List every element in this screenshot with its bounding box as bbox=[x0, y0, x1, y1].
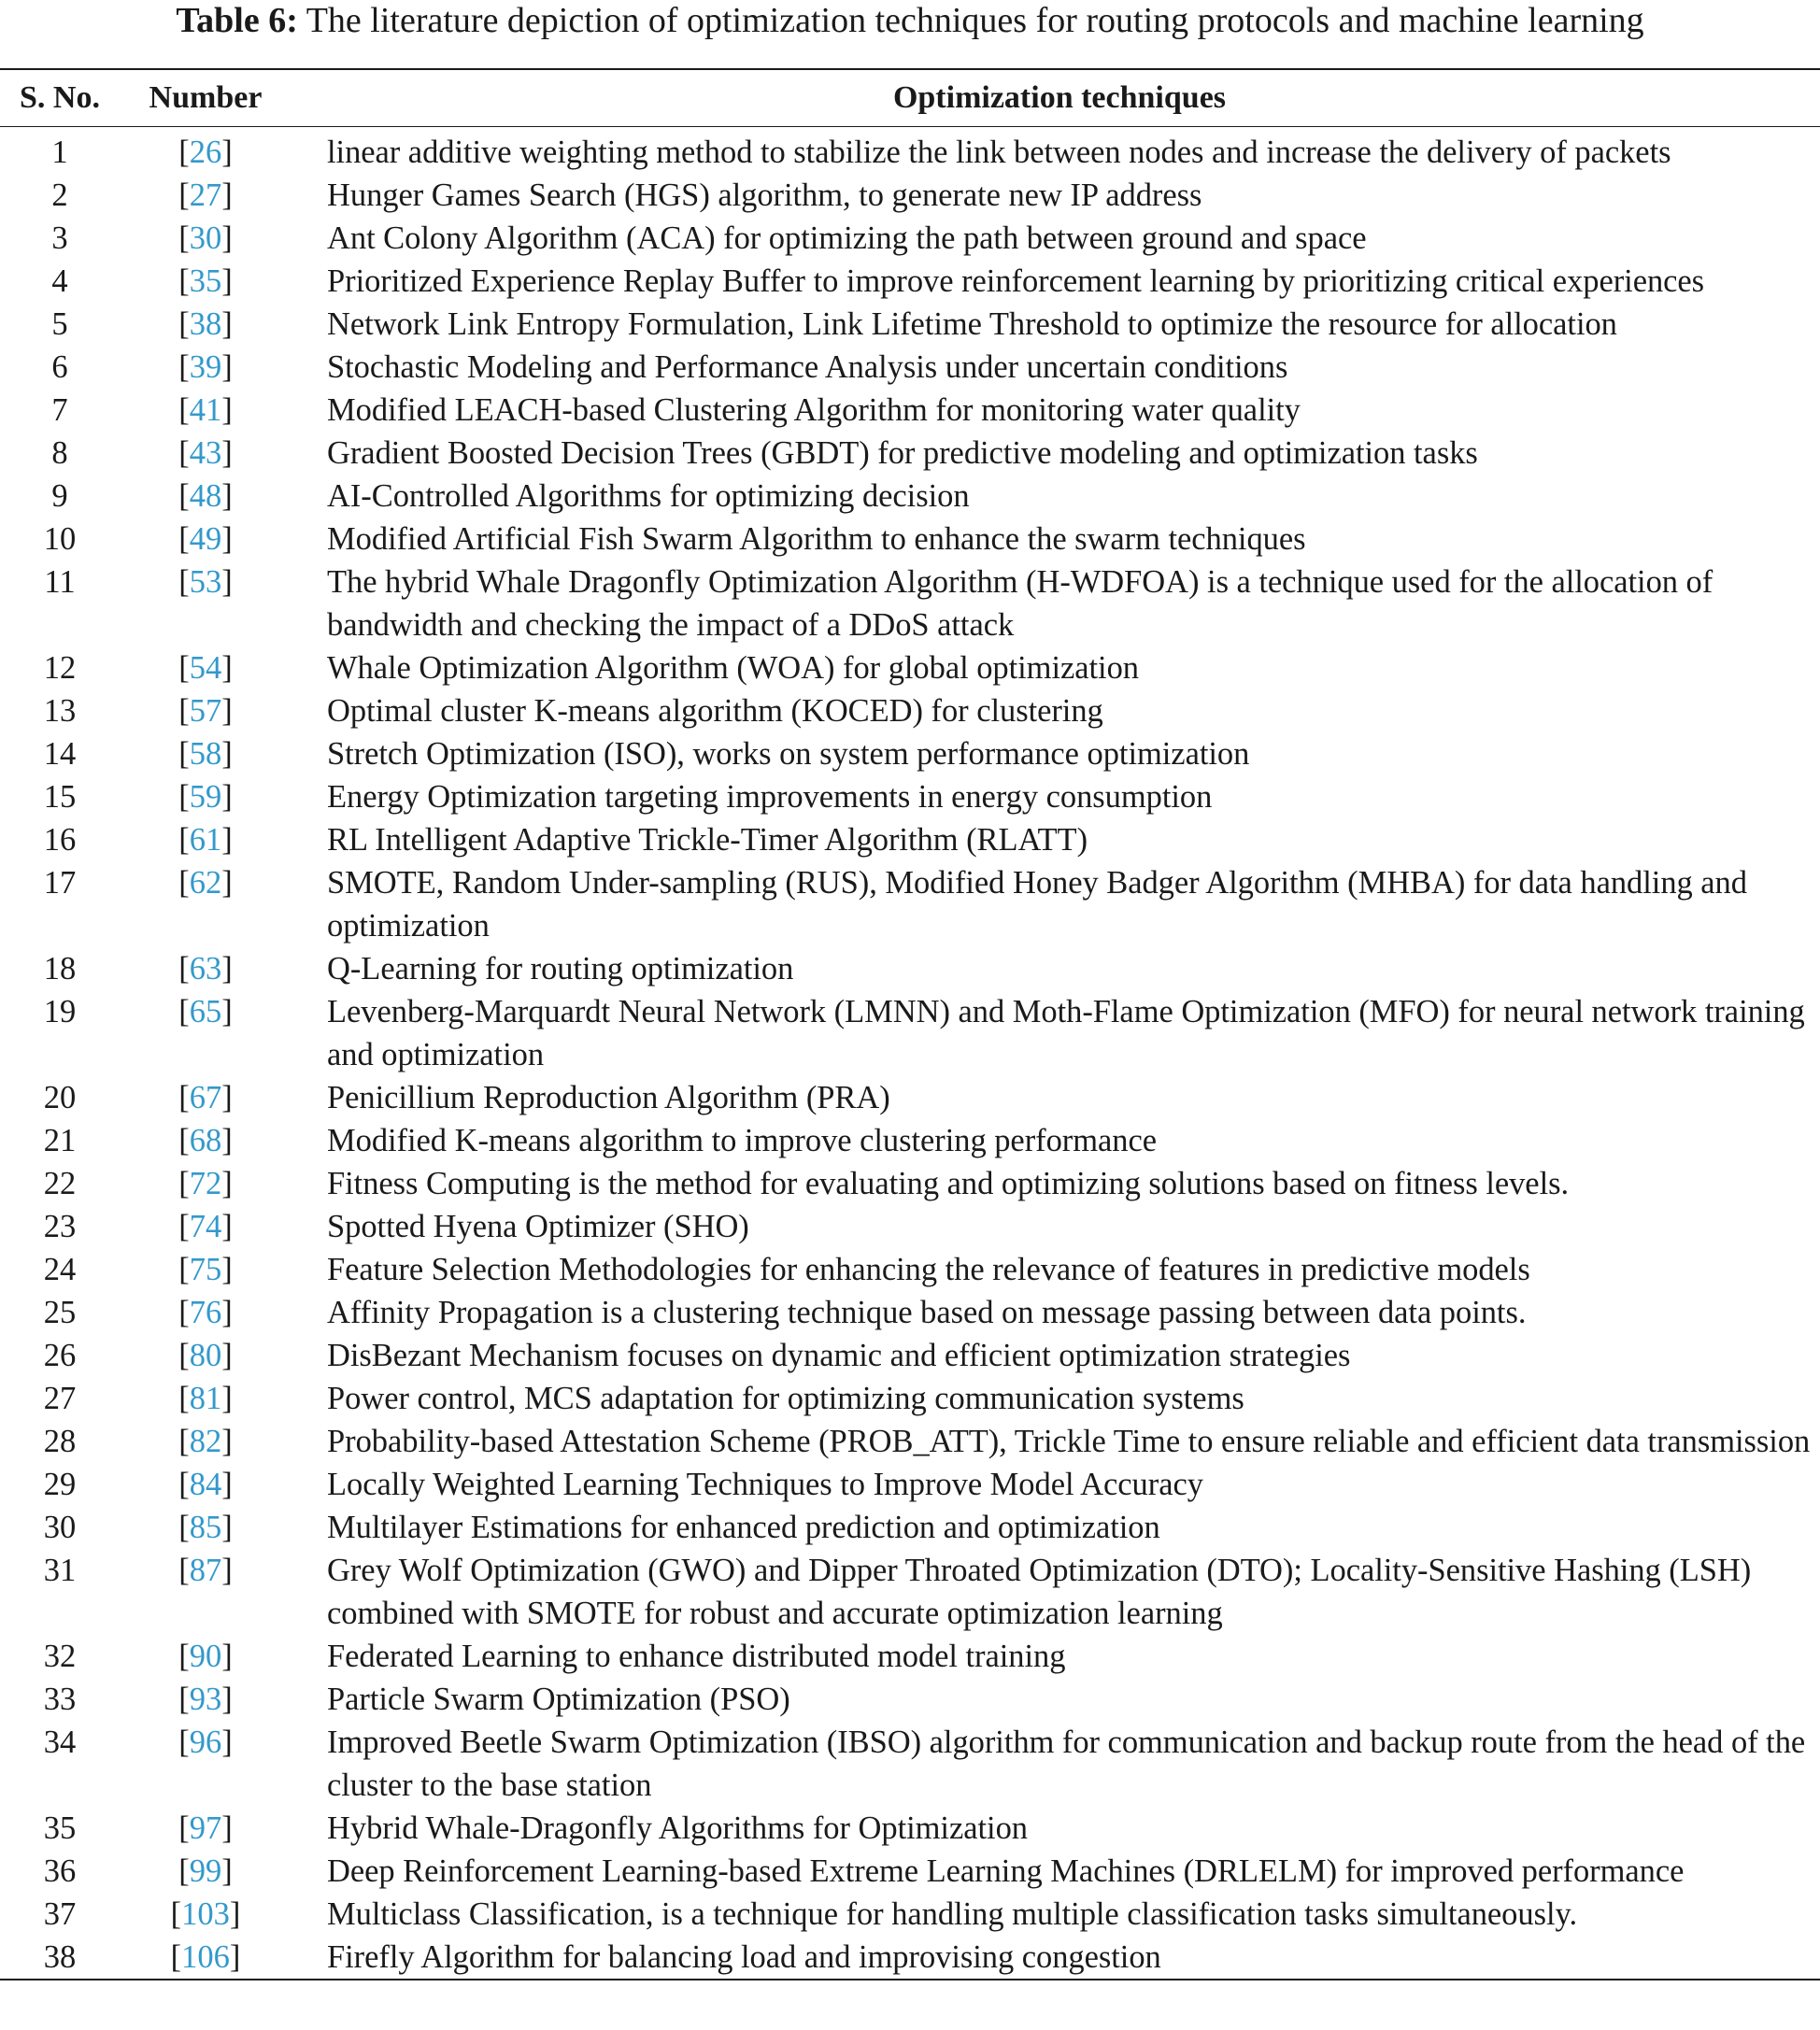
table-row bbox=[0, 518, 1820, 561]
reference-link[interactable]: 74 bbox=[189, 1209, 222, 1244]
row-sno: 26 bbox=[43, 1338, 77, 1373]
row-sno: 20 bbox=[43, 1080, 77, 1115]
row-technique: Levenberg-Marquardt Neural Network (LMNN) and Moth-Flame Optimization (MFO) for neural network training and optimization bbox=[327, 994, 1805, 1072]
table-row bbox=[0, 1076, 1820, 1119]
row-reference: [84] bbox=[178, 1467, 233, 1502]
table-row bbox=[0, 1506, 1820, 1549]
table-row bbox=[0, 475, 1820, 518]
row-reference: [106] bbox=[170, 1939, 241, 1975]
table-row bbox=[0, 1936, 1820, 1979]
table-row bbox=[0, 1119, 1820, 1162]
row-sno: 5 bbox=[51, 306, 68, 342]
reference-link[interactable]: 59 bbox=[189, 779, 222, 815]
table-row bbox=[0, 990, 1820, 1076]
row-technique: Energy Optimization targeting improvements in energy consumption bbox=[327, 779, 1213, 815]
row-reference: [59] bbox=[178, 779, 233, 815]
row-technique: Spotted Hyena Optimizer (SHO) bbox=[327, 1209, 749, 1244]
row-technique: Ant Colony Algorithm (ACA) for optimizing the path between ground and space bbox=[327, 220, 1367, 256]
table-row bbox=[0, 1377, 1820, 1420]
reference-link[interactable]: 39 bbox=[189, 349, 222, 385]
reference-link[interactable]: 103 bbox=[181, 1896, 230, 1932]
reference-link[interactable]: 90 bbox=[189, 1639, 222, 1674]
row-sno: 10 bbox=[43, 521, 77, 557]
reference-link[interactable]: 26 bbox=[189, 135, 222, 170]
row-technique: Affinity Propagation is a clustering technique based on message passing between data points. bbox=[327, 1295, 1527, 1330]
row-technique: Particle Swarm Optimization (PSO) bbox=[327, 1682, 790, 1717]
row-reference: [75] bbox=[178, 1252, 233, 1287]
row-sno: 7 bbox=[51, 392, 68, 428]
table-row bbox=[0, 432, 1820, 475]
row-sno: 36 bbox=[43, 1853, 77, 1889]
reference-link[interactable]: 57 bbox=[189, 693, 222, 729]
reference-link[interactable]: 99 bbox=[189, 1853, 222, 1889]
reference-link[interactable]: 87 bbox=[189, 1553, 222, 1588]
row-reference: [67] bbox=[178, 1080, 233, 1115]
row-reference: [93] bbox=[178, 1682, 233, 1717]
row-technique: AI-Controlled Algorithms for optimizing decision bbox=[327, 478, 970, 514]
reference-link[interactable]: 106 bbox=[181, 1939, 230, 1975]
row-technique: Grey Wolf Optimization (GWO) and Dipper Throated Optimization (DTO); Locality-Sensitive Hashing (LSH) combined with SMOTE for robust and accurate optimization learning bbox=[327, 1553, 1752, 1631]
row-reference: [65] bbox=[178, 994, 233, 1029]
table-row bbox=[0, 1635, 1820, 1678]
table-row bbox=[0, 1893, 1820, 1936]
row-sno: 17 bbox=[43, 865, 77, 901]
row-technique: Hunger Games Search (HGS) algorithm, to generate new IP address bbox=[327, 177, 1202, 213]
reference-link[interactable]: 85 bbox=[189, 1510, 222, 1545]
row-technique: Modified K-means algorithm to improve clustering performance bbox=[327, 1123, 1157, 1158]
header-techniques: Optimization techniques bbox=[892, 80, 1227, 115]
row-sno: 37 bbox=[43, 1896, 77, 1932]
row-sno: 23 bbox=[43, 1209, 77, 1244]
row-technique: Optimal cluster K-means algorithm (KOCED) for clustering bbox=[327, 693, 1103, 729]
row-sno: 32 bbox=[43, 1639, 77, 1674]
row-technique: Federated Learning to enhance distributed model training bbox=[327, 1639, 1066, 1674]
caption-text: The literature depiction of optimization techniques for routing protocols and machine learning bbox=[306, 1, 1644, 40]
reference-link[interactable]: 35 bbox=[189, 263, 222, 299]
table-row bbox=[0, 217, 1820, 260]
row-sno: 27 bbox=[43, 1381, 77, 1416]
row-sno: 33 bbox=[43, 1682, 77, 1717]
table-row bbox=[0, 1678, 1820, 1721]
row-technique: Feature Selection Methodologies for enhancing the relevance of features in predictive models bbox=[327, 1252, 1530, 1287]
row-sno: 18 bbox=[43, 951, 77, 987]
row-technique: Deep Reinforcement Learning-based Extreme Learning Machines (DRLELM) for improved performance bbox=[327, 1853, 1685, 1889]
row-technique: Prioritized Experience Replay Buffer to improve reinforcement learning by prioritizing critical experiences bbox=[327, 263, 1705, 299]
row-technique: SMOTE, Random Under-sampling (RUS), Modified Honey Badger Algorithm (MHBA) for data handling and optimization bbox=[327, 865, 1747, 944]
table-row bbox=[0, 1721, 1820, 1807]
table-row bbox=[0, 1807, 1820, 1850]
row-sno: 29 bbox=[43, 1467, 77, 1502]
table-caption bbox=[0, 0, 1820, 41]
row-reference: [87] bbox=[178, 1553, 233, 1588]
row-technique: Firefly Algorithm for balancing load and improvising congestion bbox=[327, 1939, 1161, 1975]
table-row bbox=[0, 818, 1820, 861]
row-technique: Power control, MCS adaptation for optimizing communication systems bbox=[327, 1381, 1244, 1416]
row-reference: [96] bbox=[178, 1725, 233, 1760]
row-reference: [72] bbox=[178, 1166, 233, 1201]
reference-link[interactable]: 62 bbox=[189, 865, 222, 901]
table-header-row bbox=[0, 70, 1820, 126]
row-technique: The hybrid Whale Dragonfly Optimization Algorithm (H-WDFOA) is a technique used for the allocation of bandwidth and checking the impact of a DDoS attack bbox=[327, 564, 1713, 643]
row-reference: [41] bbox=[178, 392, 233, 428]
row-sno: 11 bbox=[44, 564, 76, 600]
row-reference: [48] bbox=[178, 478, 233, 514]
reference-link[interactable]: 41 bbox=[189, 392, 222, 428]
row-reference: [81] bbox=[178, 1381, 233, 1416]
table-row bbox=[0, 732, 1820, 775]
row-sno: 24 bbox=[43, 1252, 77, 1287]
reference-link[interactable]: 48 bbox=[189, 478, 222, 514]
reference-link[interactable]: 65 bbox=[189, 994, 222, 1029]
row-sno: 38 bbox=[43, 1939, 77, 1975]
row-sno: 35 bbox=[43, 1810, 77, 1846]
table-row bbox=[0, 561, 1820, 646]
table-body bbox=[0, 127, 1820, 1979]
table-row bbox=[0, 1248, 1820, 1291]
row-reference: [85] bbox=[178, 1510, 233, 1545]
row-technique: Stochastic Modeling and Performance Analysis under uncertain conditions bbox=[327, 349, 1288, 385]
row-reference: [97] bbox=[178, 1810, 233, 1846]
row-sno: 9 bbox=[51, 478, 68, 514]
reference-link[interactable]: 53 bbox=[189, 564, 222, 600]
table-row bbox=[0, 646, 1820, 689]
table-row bbox=[0, 389, 1820, 432]
row-sno: 6 bbox=[51, 349, 68, 385]
reference-link[interactable]: 72 bbox=[189, 1166, 222, 1201]
row-reference: [82] bbox=[178, 1424, 233, 1459]
reference-link[interactable]: 58 bbox=[189, 736, 222, 772]
reference-link[interactable]: 61 bbox=[189, 822, 222, 858]
row-sno: 16 bbox=[43, 822, 77, 858]
row-sno: 15 bbox=[43, 779, 77, 815]
row-reference: [35] bbox=[178, 263, 233, 299]
row-technique: Modified LEACH-based Clustering Algorithm for monitoring water quality bbox=[327, 392, 1301, 428]
row-technique: RL Intelligent Adaptive Trickle-Timer Algorithm (RLATT) bbox=[327, 822, 1088, 858]
reference-link[interactable]: 81 bbox=[189, 1381, 222, 1416]
row-technique: Gradient Boosted Decision Trees (GBDT) for predictive modeling and optimization tasks bbox=[327, 435, 1478, 471]
row-reference: [62] bbox=[178, 865, 233, 901]
row-sno: 14 bbox=[43, 736, 77, 772]
row-sno: 28 bbox=[43, 1424, 77, 1459]
row-technique: Locally Weighted Learning Techniques to Improve Model Accuracy bbox=[327, 1467, 1203, 1502]
row-reference: [76] bbox=[178, 1295, 233, 1330]
optimization-techniques-table bbox=[0, 68, 1820, 1980]
table-row bbox=[0, 1334, 1820, 1377]
row-sno: 19 bbox=[43, 994, 77, 1029]
header-number: Number bbox=[149, 80, 263, 115]
reference-link[interactable]: 84 bbox=[189, 1467, 222, 1502]
table-row bbox=[0, 1420, 1820, 1463]
caption-label: Table 6: bbox=[176, 1, 298, 40]
row-technique: DisBezant Mechanism focuses on dynamic and efficient optimization strategies bbox=[327, 1338, 1351, 1373]
row-reference: [61] bbox=[178, 822, 233, 858]
row-technique: Modified Artificial Fish Swarm Algorithm to enhance the swarm techniques bbox=[327, 521, 1306, 557]
row-sno: 2 bbox=[51, 177, 68, 213]
table-row bbox=[0, 127, 1820, 174]
row-sno: 34 bbox=[43, 1725, 77, 1760]
reference-link[interactable]: 54 bbox=[189, 650, 222, 686]
row-sno: 30 bbox=[43, 1510, 77, 1545]
row-technique: Penicillium Reproduction Algorithm (PRA) bbox=[327, 1080, 890, 1115]
row-technique: Stretch Optimization (ISO), works on system performance optimization bbox=[327, 736, 1250, 772]
reference-link[interactable]: 67 bbox=[189, 1080, 222, 1115]
reference-link[interactable]: 43 bbox=[189, 435, 222, 471]
row-sno: 22 bbox=[43, 1166, 77, 1201]
row-reference: [90] bbox=[178, 1639, 233, 1674]
row-reference: [103] bbox=[170, 1896, 241, 1932]
table-row bbox=[0, 1850, 1820, 1893]
table-row bbox=[0, 1291, 1820, 1334]
reference-link[interactable]: 63 bbox=[189, 951, 222, 987]
reference-link[interactable]: 27 bbox=[189, 177, 222, 213]
row-technique: Multilayer Estimations for enhanced prediction and optimization bbox=[327, 1510, 1160, 1545]
reference-link[interactable]: 75 bbox=[189, 1252, 222, 1287]
reference-link[interactable]: 49 bbox=[189, 521, 222, 557]
reference-link[interactable]: 38 bbox=[189, 306, 222, 342]
reference-link[interactable]: 30 bbox=[189, 220, 222, 256]
row-sno: 13 bbox=[43, 693, 77, 729]
row-technique: Probability-based Attestation Scheme (PROB_ATT), Trickle Time to ensure reliable and efficient data transmission bbox=[327, 1424, 1811, 1459]
header-sno: S. No. bbox=[20, 80, 100, 115]
row-reference: [27] bbox=[178, 177, 233, 213]
row-reference: [39] bbox=[178, 349, 233, 385]
row-reference: [68] bbox=[178, 1123, 233, 1158]
row-technique: linear additive weighting method to stabilize the link between nodes and increase the delivery of packets bbox=[327, 135, 1671, 170]
table-row bbox=[0, 1549, 1820, 1635]
row-reference: [99] bbox=[178, 1853, 233, 1889]
row-reference: [58] bbox=[178, 736, 233, 772]
row-sno: 8 bbox=[51, 435, 68, 471]
row-technique: Whale Optimization Algorithm (WOA) for global optimization bbox=[327, 650, 1139, 686]
table-row bbox=[0, 303, 1820, 346]
table-row bbox=[0, 1205, 1820, 1248]
reference-link[interactable]: 68 bbox=[189, 1123, 222, 1158]
row-technique: Improved Beetle Swarm Optimization (IBSO) algorithm for communication and backup route from the head of the cluster to the base station bbox=[327, 1725, 1806, 1803]
row-technique: Hybrid Whale-Dragonfly Algorithms for Optimization bbox=[327, 1810, 1028, 1846]
table-row bbox=[0, 1162, 1820, 1205]
reference-link[interactable]: 80 bbox=[189, 1338, 222, 1373]
table-row bbox=[0, 689, 1820, 732]
row-reference: [57] bbox=[178, 693, 233, 729]
row-technique: Fitness Computing is the method for evaluating and optimizing solutions based on fitness levels. bbox=[327, 1166, 1570, 1201]
row-technique: Multiclass Classification, is a technique for handling multiple classification tasks simultaneously. bbox=[327, 1896, 1578, 1932]
row-sno: 25 bbox=[43, 1295, 77, 1330]
reference-link[interactable]: 96 bbox=[189, 1725, 222, 1760]
reference-link[interactable]: 82 bbox=[189, 1424, 222, 1459]
row-reference: [63] bbox=[178, 951, 233, 987]
row-technique: Network Link Entropy Formulation, Link Lifetime Threshold to optimize the resource for allocation bbox=[327, 306, 1617, 342]
reference-link[interactable]: 76 bbox=[189, 1295, 222, 1330]
row-reference: [30] bbox=[178, 220, 233, 256]
table-row bbox=[0, 1463, 1820, 1506]
table-row bbox=[0, 346, 1820, 389]
row-sno: 31 bbox=[43, 1553, 77, 1588]
row-sno: 1 bbox=[51, 135, 68, 170]
table-row bbox=[0, 947, 1820, 990]
row-reference: [26] bbox=[178, 135, 233, 170]
row-reference: [54] bbox=[178, 650, 233, 686]
table-row bbox=[0, 861, 1820, 947]
table-row bbox=[0, 174, 1820, 217]
row-sno: 4 bbox=[51, 263, 68, 299]
table-row bbox=[0, 260, 1820, 303]
row-reference: [80] bbox=[178, 1338, 233, 1373]
reference-link[interactable]: 97 bbox=[189, 1810, 222, 1846]
row-sno: 3 bbox=[51, 220, 68, 256]
row-reference: [53] bbox=[178, 564, 233, 600]
row-reference: [74] bbox=[178, 1209, 233, 1244]
row-technique: Q-Learning for routing optimization bbox=[327, 951, 794, 987]
reference-link[interactable]: 93 bbox=[189, 1682, 222, 1717]
row-sno: 21 bbox=[43, 1123, 77, 1158]
table-row bbox=[0, 775, 1820, 818]
table-bottom-rule bbox=[0, 1979, 1820, 1980]
row-reference: [43] bbox=[178, 435, 233, 471]
row-sno: 12 bbox=[43, 650, 77, 686]
row-reference: [49] bbox=[178, 521, 233, 557]
row-reference: [38] bbox=[178, 306, 233, 342]
